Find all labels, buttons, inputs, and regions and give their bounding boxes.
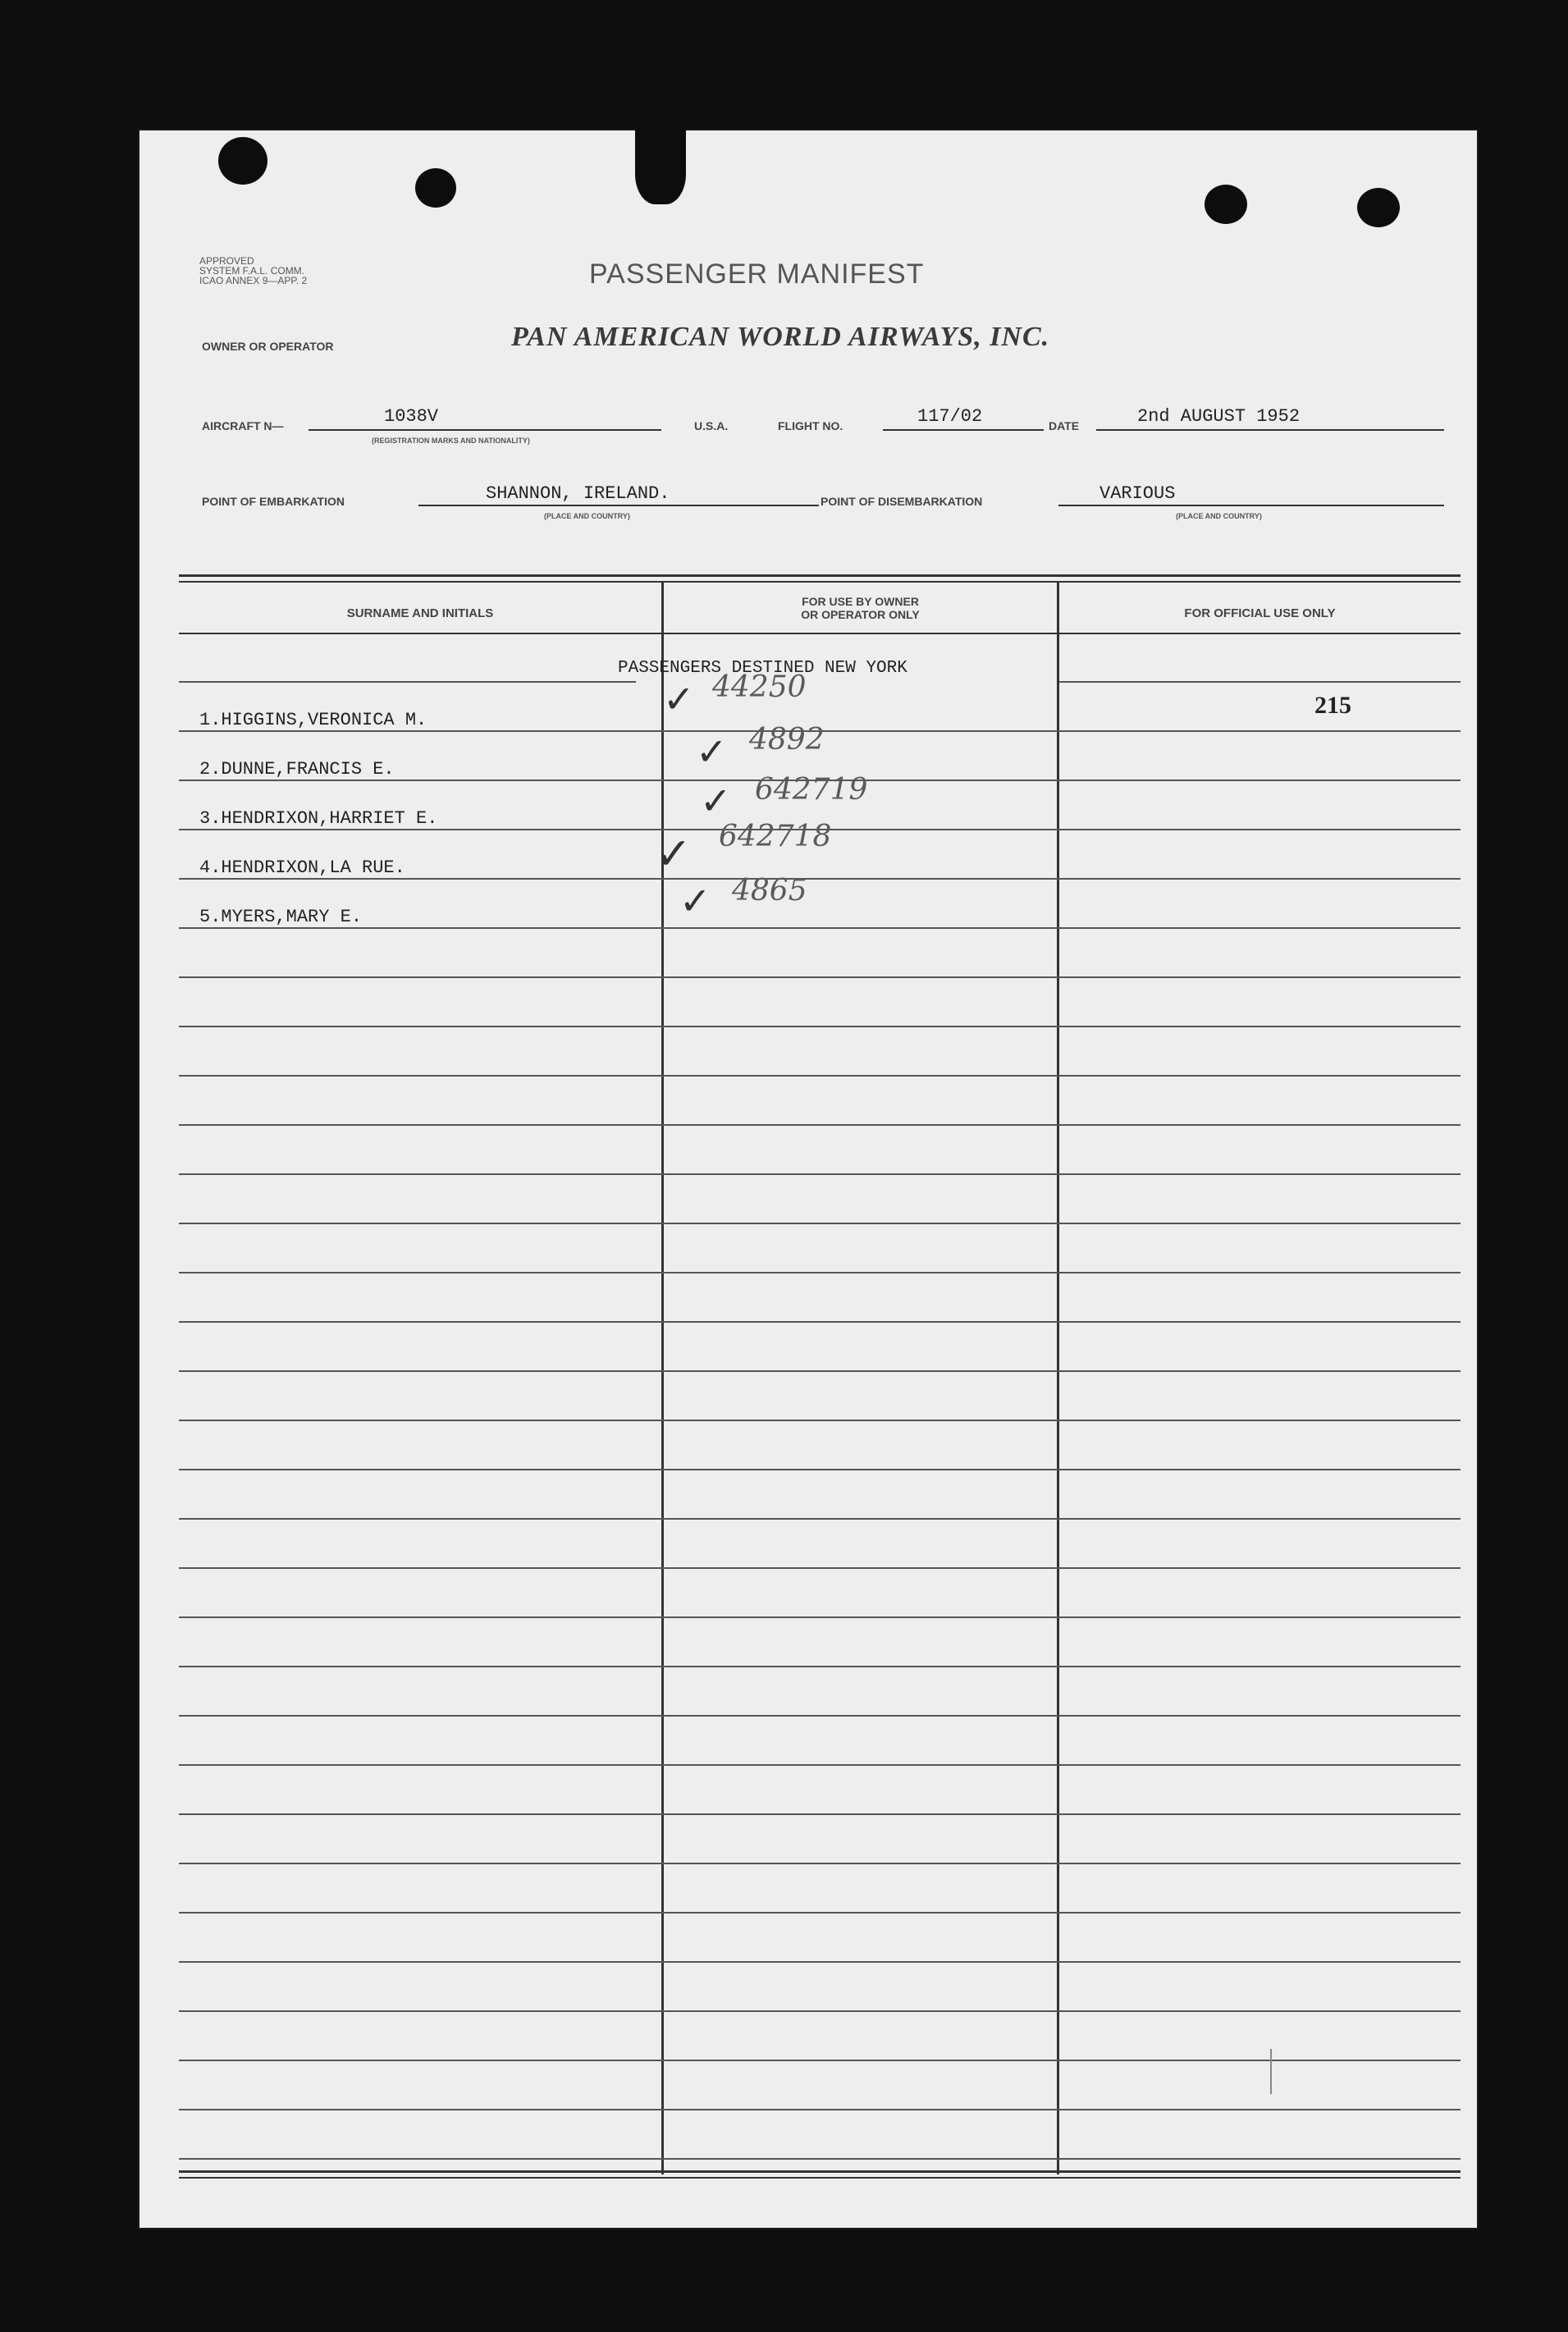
approval-stamp [199, 256, 307, 286]
destination-note: PASSENGERS DESTINED NEW YORK [618, 659, 907, 678]
passenger-name: 2.DUNNE,FRANCIS E. [199, 759, 395, 780]
punch-hole [415, 168, 456, 208]
nationality-label: U.S.A. [694, 419, 729, 432]
aircraft-sublabel: (REGISTRATION MARKS AND NATIONALITY) [372, 437, 530, 445]
passenger-name: 5.MYERS,MARY E. [199, 907, 363, 927]
column-owner-header-line1: FOR USE BY OWNER [802, 595, 919, 608]
disembarkation-label: POINT OF DISEMBARKATION [821, 495, 983, 508]
pencil-mark [1270, 2049, 1272, 2094]
embarkation-sublabel: (PLACE AND COUNTRY) [544, 512, 630, 520]
check-mark-icon: ✓ [696, 729, 728, 774]
check-mark-icon: ✓ [700, 779, 732, 823]
flight-label: FLIGHT NO. [778, 419, 843, 432]
date-label: DATE [1049, 419, 1080, 432]
manifest-sheet [138, 129, 1479, 2229]
punch-hole [1205, 185, 1247, 224]
approval-line: ICAO ANNEX 9—APP. 2 [199, 275, 308, 286]
column-official-header: FOR OFFICIAL USE ONLY [1184, 606, 1336, 620]
flight-value: 117/02 [917, 406, 983, 427]
passenger-name: 4.HENDRIXON,LA RUE. [199, 857, 405, 878]
passenger-name: 1.HIGGINS,VERONICA M. [199, 710, 427, 730]
check-mark-icon: ✓ [663, 677, 695, 721]
binding-notch [635, 129, 686, 204]
aircraft-value: 1038V [384, 406, 439, 427]
owner-label: OWNER OR OPERATOR [202, 340, 334, 353]
embarkation-value: SHANNON, IRELAND. [486, 483, 670, 504]
disembarkation-sublabel: (PLACE AND COUNTRY) [1176, 512, 1262, 520]
ticket-number: 642719 [755, 773, 868, 807]
check-mark-icon: ✓ [655, 828, 693, 880]
aircraft-label: AIRCRAFT N— [202, 419, 284, 432]
punch-hole [218, 137, 267, 185]
embarkation-label: POINT OF EMBARKATION [202, 495, 345, 508]
punch-hole [1357, 188, 1400, 227]
approval-line: SYSTEM F.A.L. COMM. [199, 265, 305, 277]
ticket-number: 4892 [749, 723, 825, 757]
approval-line: APPROVED [199, 255, 254, 267]
owner-value: PAN AMERICAN WORLD AIRWAYS, INC. [511, 322, 1050, 352]
passenger-name: 3.HENDRIXON,HARRIET E. [199, 808, 438, 829]
date-value: 2nd AUGUST 1952 [1137, 406, 1301, 427]
official-number: 215 [1314, 692, 1351, 719]
column-owner-header-line2: OR OPERATOR ONLY [801, 608, 920, 621]
ticket-number: 642718 [719, 820, 832, 853]
ticket-number: 44250 [712, 670, 807, 704]
column-surname-header: SURNAME AND INITIALS [346, 606, 494, 620]
check-mark-icon: ✓ [679, 879, 711, 923]
disembarkation-value: VARIOUS [1099, 483, 1176, 504]
ticket-number: 4865 [732, 874, 807, 908]
form-title: PASSENGER MANIFEST [589, 258, 925, 290]
